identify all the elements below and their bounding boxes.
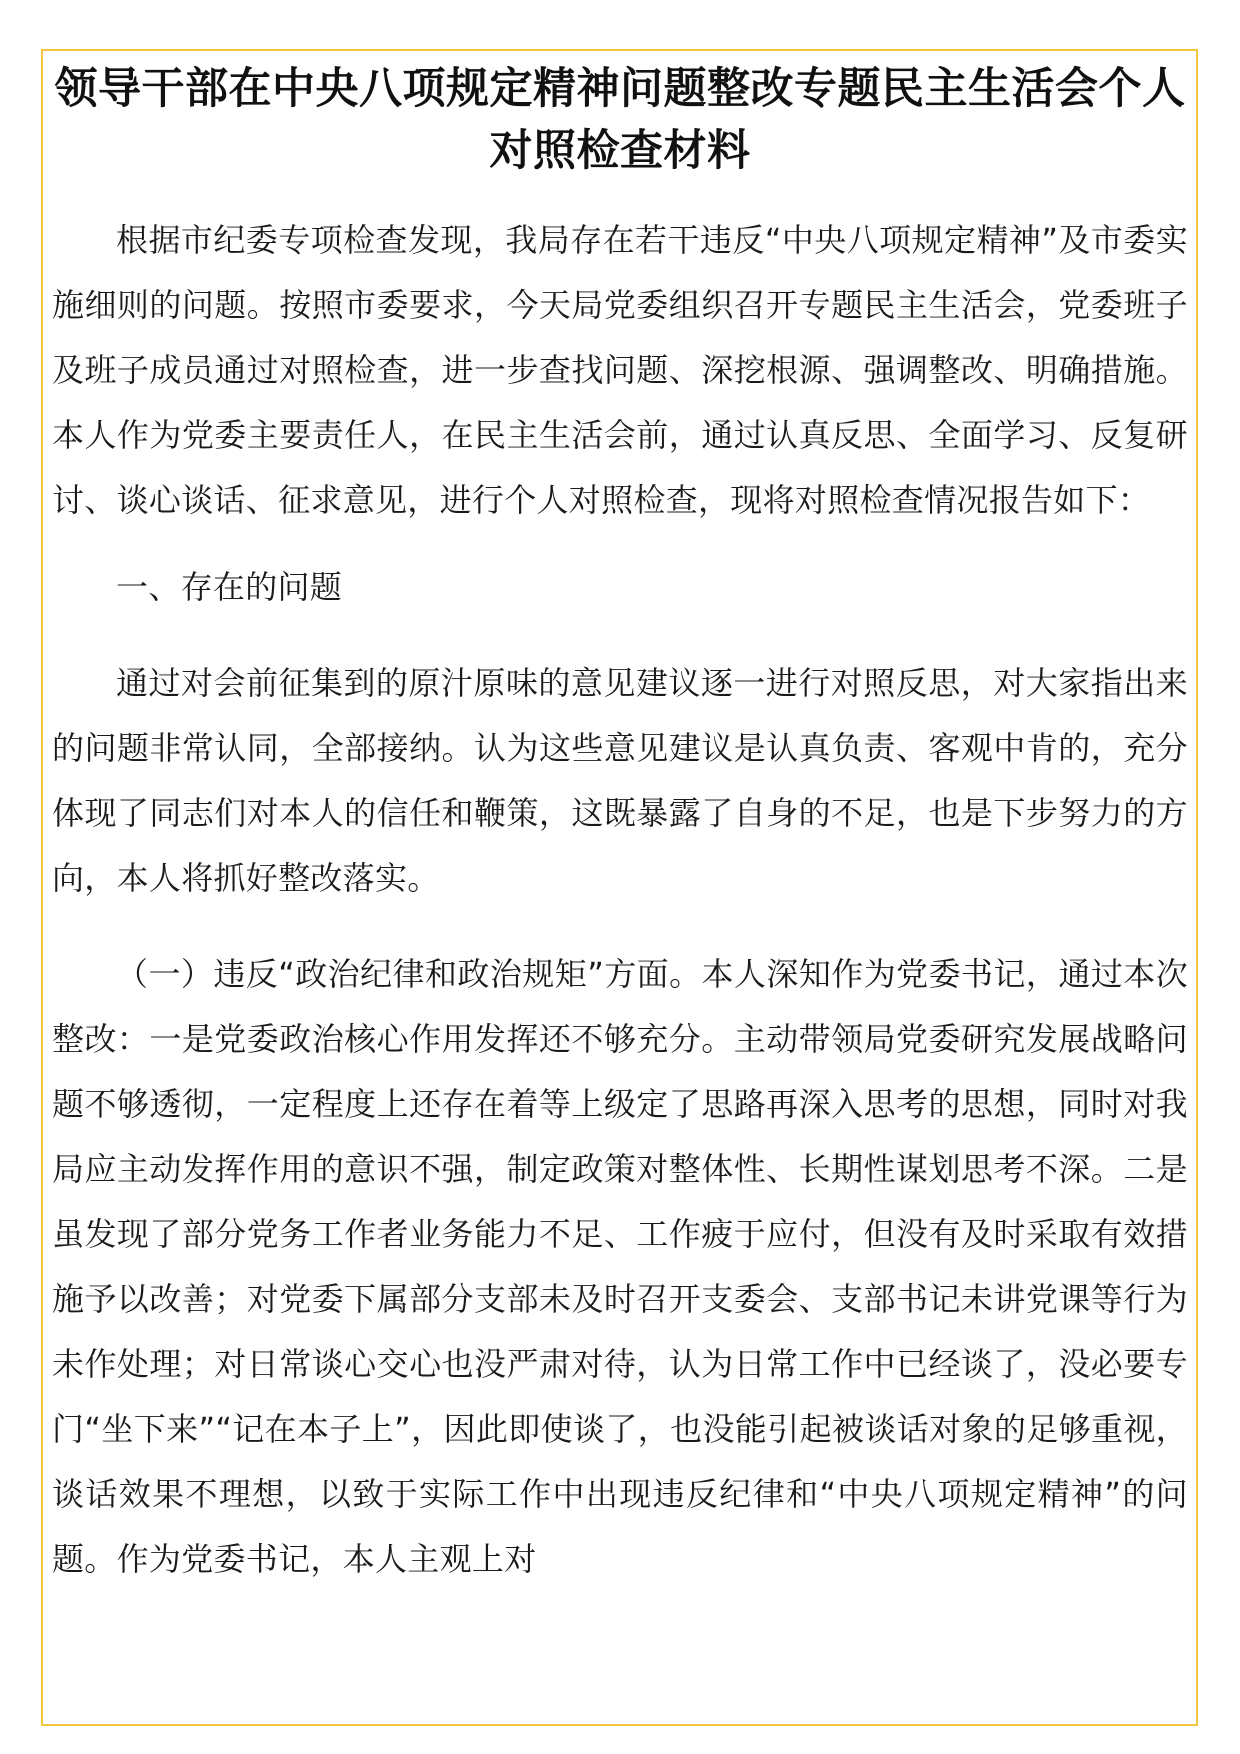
subsection-political-discipline-paragraph: （一）违反“政治纪律和政治规矩”方面。本人深知作为党委书记，通过本次整改：一是党委政治核心作用发挥还不够充分。主动带领局党委研究发展战略问题不够透彻，一定程度上还存在着等上级定了思路再深入思考的思想，同时对我局应主动发挥作用的意识不强，制定政策对整体性、长期性谋划思考不深。二是虽发现了部分党务工作者业务能力不足、工作疲于应付，但没有及时采取有效措施予以改善；对党委下属部分支部未及时召开支委会、支部书记未讲党课等行为未作处理；对日常谈心交心也没严肃对待，认为日常工作中已经谈了，没必要专门“坐下来”“记在本子上”，因此即使谈了，也没能引起被谈话对象的足够重视，谈话效果不理想，以致于实际工作中出现违反纪律和“中央八项规定精神”的问题。作为党委书记，本人主观上对: [52, 955, 1188, 1578]
intro-paragraph: 根据市纪委专项检查发现，我局存在若干违反“中央八项规定精神”及市委实施细则的问题。按照市委要求，今天局党委组织召开专题民主生活会，党委班子及班子成员通过对照检查，进一步查找问题、深挖根源、强调整改、明确措施。本人作为党委主要责任人，在民主生活会前，通过认真反思、全面学习、反复研讨、谈心谈话、征求意见，进行个人对照检查，现将对照检查情况报告如下：: [52, 221, 1188, 519]
section-problems-paragraph: 通过对会前征集到的原汁原味的意见建议逐一进行对照反思，对大家指出来的问题非常认同，全部接纳。认为这些意见建议是认真负责、客观中肯的，充分体现了同志们对本人的信任和鞭策，这既暴露了自身的不足，也是下步努力的方向，本人将抓好整改落实。: [52, 664, 1188, 897]
section-heading-problems: 一、存在的问题: [116, 568, 343, 606]
document-body: [52, 58, 1188, 1592]
document-title: 领导干部在中央八项规定精神问题整改专题民主生活会个人对照检查材料: [54, 64, 1186, 176]
